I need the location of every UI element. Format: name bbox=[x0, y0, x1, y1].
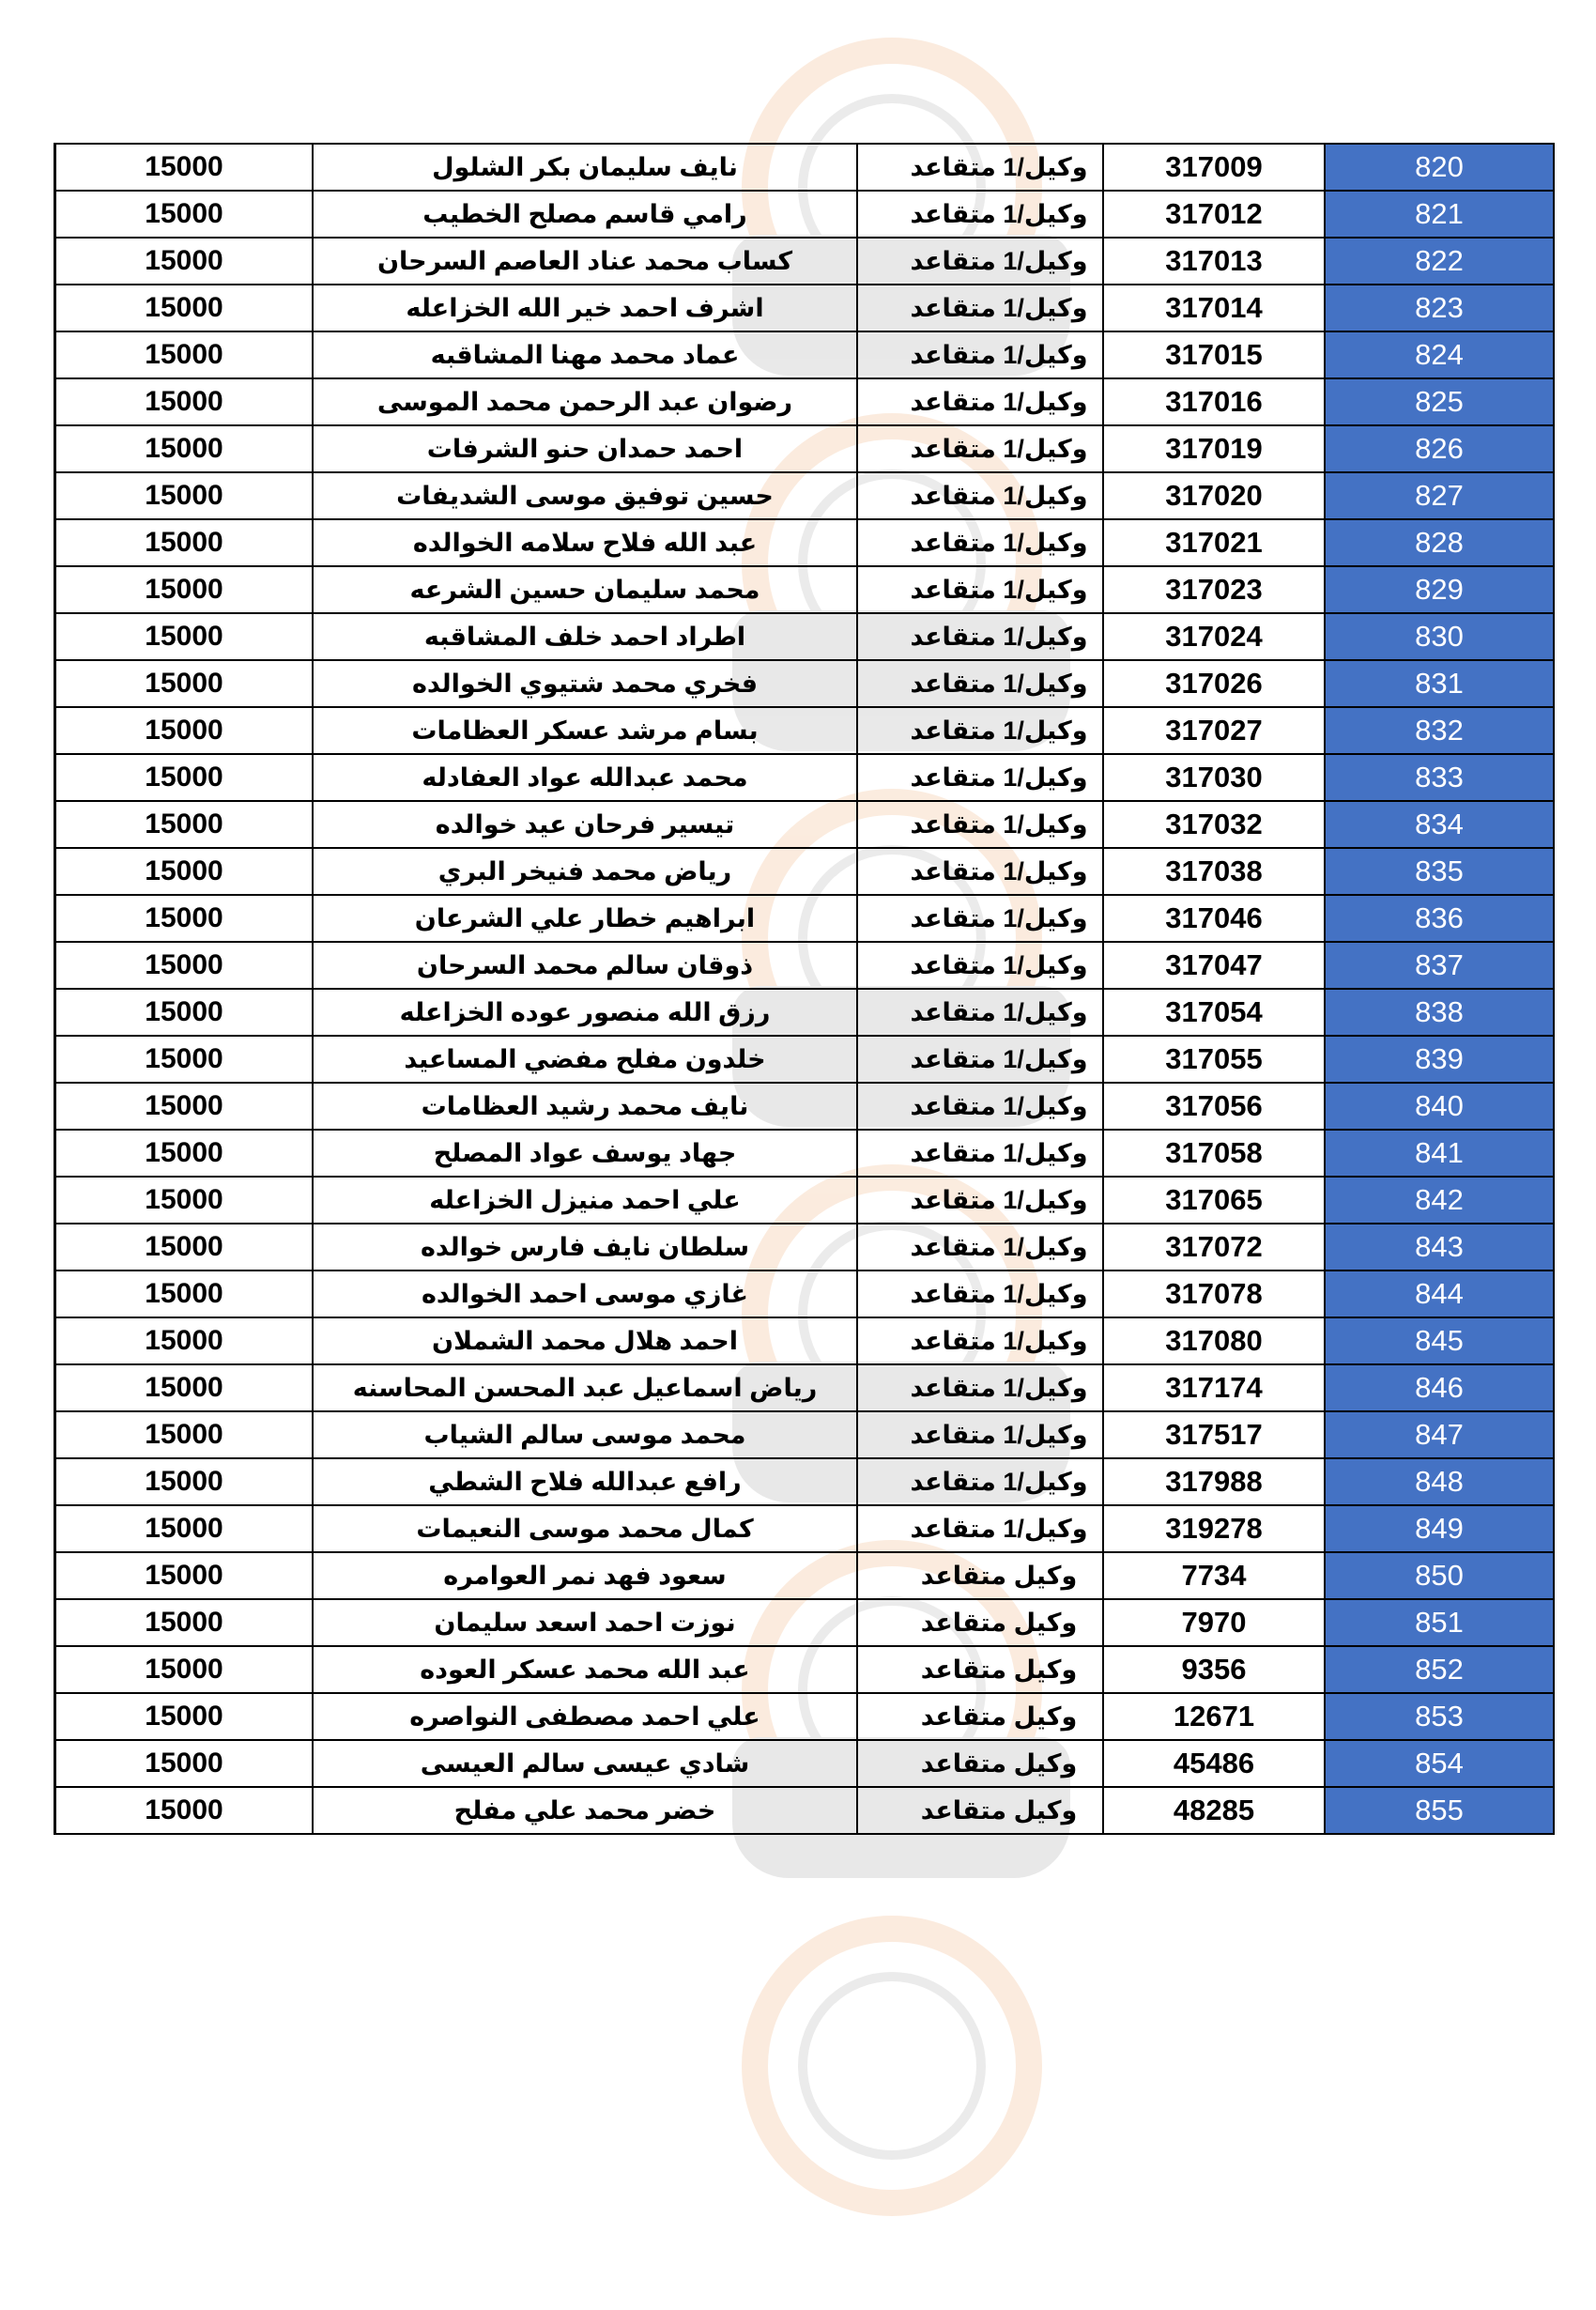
table-row bbox=[55, 1646, 1555, 1693]
amount-cell: 15000 bbox=[55, 378, 314, 425]
amount-cell: 15000 bbox=[55, 425, 314, 472]
sequence-number-cell: 828 bbox=[1325, 519, 1554, 566]
rank-cell: وكيل متقاعد bbox=[857, 1693, 1103, 1740]
name-cell: رياض محمد فنيخر البري bbox=[313, 848, 857, 895]
rank-cell: وكيل/1 متقاعد bbox=[857, 331, 1103, 378]
table-row bbox=[55, 613, 1555, 660]
amount-cell: 15000 bbox=[55, 754, 314, 801]
table-row bbox=[55, 848, 1555, 895]
sequence-number-cell: 846 bbox=[1325, 1364, 1554, 1411]
name-cell: اشرف احمد خير الله الخزاعله bbox=[313, 285, 857, 331]
name-cell: رامي قاسم مصلح الخطيب bbox=[313, 191, 857, 238]
id-number-cell: 317174 bbox=[1103, 1364, 1325, 1411]
rank-cell: وكيل متقاعد bbox=[857, 1552, 1103, 1599]
sequence-number-cell: 829 bbox=[1325, 566, 1554, 613]
id-number-cell: 317056 bbox=[1103, 1083, 1325, 1130]
id-number-cell: 12671 bbox=[1103, 1693, 1325, 1740]
rank-cell: وكيل/1 متقاعد bbox=[857, 1083, 1103, 1130]
name-cell: ذوقان سالم محمد السرحان bbox=[313, 942, 857, 989]
amount-cell: 15000 bbox=[55, 285, 314, 331]
sequence-number-cell: 830 bbox=[1325, 613, 1554, 660]
rank-cell: وكيل/1 متقاعد bbox=[857, 660, 1103, 707]
amount-cell: 15000 bbox=[55, 519, 314, 566]
sequence-number-cell: 839 bbox=[1325, 1036, 1554, 1083]
table-row bbox=[55, 1599, 1555, 1646]
table-row bbox=[55, 1083, 1555, 1130]
id-number-cell: 7970 bbox=[1103, 1599, 1325, 1646]
sequence-number-cell: 824 bbox=[1325, 331, 1554, 378]
sequence-number-cell: 837 bbox=[1325, 942, 1554, 989]
name-cell: اطراد احمد خلف المشاقبه bbox=[313, 613, 857, 660]
name-cell: علي احمد مصطفى النواصره bbox=[313, 1693, 857, 1740]
amount-cell: 15000 bbox=[55, 1693, 314, 1740]
id-number-cell: 317021 bbox=[1103, 519, 1325, 566]
name-cell: احمد هلال محمد الشملان bbox=[313, 1317, 857, 1364]
name-cell: كمال محمد موسى النعيمات bbox=[313, 1505, 857, 1552]
id-number-cell: 45486 bbox=[1103, 1740, 1325, 1787]
rank-cell: وكيل/1 متقاعد bbox=[857, 191, 1103, 238]
table-row bbox=[55, 707, 1555, 754]
sequence-number-cell: 851 bbox=[1325, 1599, 1554, 1646]
roster-table-body bbox=[55, 144, 1555, 1834]
name-cell: فخري محمد شتيوي الخوالده bbox=[313, 660, 857, 707]
name-cell: سلطان نايف فارس خوالده bbox=[313, 1224, 857, 1270]
amount-cell: 15000 bbox=[55, 144, 314, 191]
sequence-number-cell: 840 bbox=[1325, 1083, 1554, 1130]
amount-cell: 15000 bbox=[55, 1411, 314, 1458]
amount-cell: 15000 bbox=[55, 472, 314, 519]
name-cell: شادي عيسى سالم العيسى bbox=[313, 1740, 857, 1787]
amount-cell: 15000 bbox=[55, 613, 314, 660]
sequence-number-cell: 838 bbox=[1325, 989, 1554, 1036]
watermark-logo bbox=[657, 1916, 1145, 2310]
table-row bbox=[55, 1693, 1555, 1740]
sequence-number-cell: 821 bbox=[1325, 191, 1554, 238]
amount-cell: 15000 bbox=[55, 989, 314, 1036]
name-cell: خضر محمد علي مفلح bbox=[313, 1787, 857, 1834]
id-number-cell: 319278 bbox=[1103, 1505, 1325, 1552]
name-cell: نايف محمد رشيد العظامات bbox=[313, 1083, 857, 1130]
amount-cell: 15000 bbox=[55, 1599, 314, 1646]
amount-cell: 15000 bbox=[55, 660, 314, 707]
sequence-number-cell: 854 bbox=[1325, 1740, 1554, 1787]
amount-cell: 15000 bbox=[55, 238, 314, 285]
sequence-number-cell: 849 bbox=[1325, 1505, 1554, 1552]
rank-cell: وكيل/1 متقاعد bbox=[857, 707, 1103, 754]
amount-cell: 15000 bbox=[55, 1083, 314, 1130]
sequence-number-cell: 850 bbox=[1325, 1552, 1554, 1599]
rank-cell: وكيل/1 متقاعد bbox=[857, 1130, 1103, 1177]
amount-cell: 15000 bbox=[55, 1130, 314, 1177]
id-number-cell: 317019 bbox=[1103, 425, 1325, 472]
sequence-number-cell: 843 bbox=[1325, 1224, 1554, 1270]
name-cell: ابراهيم خطار علي الشرعان bbox=[313, 895, 857, 942]
rank-cell: وكيل/1 متقاعد bbox=[857, 285, 1103, 331]
name-cell: رزق الله منصور عوده الخزاعله bbox=[313, 989, 857, 1036]
amount-cell: 15000 bbox=[55, 942, 314, 989]
name-cell: رياض اسماعيل عبد المحسن المحاسنه bbox=[313, 1364, 857, 1411]
sequence-number-cell: 836 bbox=[1325, 895, 1554, 942]
id-number-cell: 317026 bbox=[1103, 660, 1325, 707]
rank-cell: وكيل/1 متقاعد bbox=[857, 566, 1103, 613]
table-row bbox=[55, 1364, 1555, 1411]
name-cell: محمد موسى سالم الشياب bbox=[313, 1411, 857, 1458]
table-row bbox=[55, 1552, 1555, 1599]
sequence-number-cell: 820 bbox=[1325, 144, 1554, 191]
table-row bbox=[55, 660, 1555, 707]
id-number-cell: 317016 bbox=[1103, 378, 1325, 425]
id-number-cell: 317032 bbox=[1103, 801, 1325, 848]
amount-cell: 15000 bbox=[55, 848, 314, 895]
amount-cell: 15000 bbox=[55, 1787, 314, 1834]
id-number-cell: 317047 bbox=[1103, 942, 1325, 989]
sequence-number-cell: 852 bbox=[1325, 1646, 1554, 1693]
table-row bbox=[55, 1224, 1555, 1270]
rank-cell: وكيل متقاعد bbox=[857, 1646, 1103, 1693]
id-number-cell: 317020 bbox=[1103, 472, 1325, 519]
name-cell: نوزت احمد اسعد سليمان bbox=[313, 1599, 857, 1646]
name-cell: رضوان عبد الرحمن محمد الموسى bbox=[313, 378, 857, 425]
sequence-number-cell: 853 bbox=[1325, 1693, 1554, 1740]
amount-cell: 15000 bbox=[55, 1740, 314, 1787]
sequence-number-cell: 833 bbox=[1325, 754, 1554, 801]
table-row bbox=[55, 378, 1555, 425]
amount-cell: 15000 bbox=[55, 895, 314, 942]
table-row bbox=[55, 989, 1555, 1036]
sequence-number-cell: 842 bbox=[1325, 1177, 1554, 1224]
name-cell: رافع عبدالله فلاح الشطي bbox=[313, 1458, 857, 1505]
sequence-number-cell: 827 bbox=[1325, 472, 1554, 519]
sequence-number-cell: 822 bbox=[1325, 238, 1554, 285]
table-row bbox=[55, 1317, 1555, 1364]
name-cell: غازي موسى احمد الخوالده bbox=[313, 1270, 857, 1317]
rank-cell: وكيل متقاعد bbox=[857, 1787, 1103, 1834]
table-row bbox=[55, 1505, 1555, 1552]
amount-cell: 15000 bbox=[55, 1646, 314, 1693]
rank-cell: وكيل/1 متقاعد bbox=[857, 472, 1103, 519]
name-cell: محمد عبدالله عواد العفادله bbox=[313, 754, 857, 801]
amount-cell: 15000 bbox=[55, 1458, 314, 1505]
rank-cell: وكيل/1 متقاعد bbox=[857, 144, 1103, 191]
name-cell: بسام مرشد عسكر العظامات bbox=[313, 707, 857, 754]
name-cell: جهاد يوسف عواد المصلح bbox=[313, 1130, 857, 1177]
id-number-cell: 317078 bbox=[1103, 1270, 1325, 1317]
amount-cell: 15000 bbox=[55, 1036, 314, 1083]
table-row bbox=[55, 1787, 1555, 1834]
rank-cell: وكيل/1 متقاعد bbox=[857, 1177, 1103, 1224]
name-cell: علي احمد منيزل الخزاعله bbox=[313, 1177, 857, 1224]
id-number-cell: 317030 bbox=[1103, 754, 1325, 801]
sequence-number-cell: 845 bbox=[1325, 1317, 1554, 1364]
sequence-number-cell: 826 bbox=[1325, 425, 1554, 472]
rank-cell: وكيل/1 متقاعد bbox=[857, 754, 1103, 801]
watermark-clock-icon bbox=[798, 1972, 986, 2160]
rank-cell: وكيل/1 متقاعد bbox=[857, 848, 1103, 895]
sequence-number-cell: 832 bbox=[1325, 707, 1554, 754]
table-row bbox=[55, 238, 1555, 285]
id-number-cell: 7734 bbox=[1103, 1552, 1325, 1599]
rank-cell: وكيل/1 متقاعد bbox=[857, 1317, 1103, 1364]
rank-cell: وكيل/1 متقاعد bbox=[857, 1364, 1103, 1411]
rank-cell: وكيل/1 متقاعد bbox=[857, 1224, 1103, 1270]
rank-cell: وكيل/1 متقاعد bbox=[857, 1411, 1103, 1458]
amount-cell: 15000 bbox=[55, 191, 314, 238]
sequence-number-cell: 834 bbox=[1325, 801, 1554, 848]
id-number-cell: 317013 bbox=[1103, 238, 1325, 285]
sequence-number-cell: 823 bbox=[1325, 285, 1554, 331]
name-cell: عبد الله فلاح سلامه الخوالده bbox=[313, 519, 857, 566]
name-cell: احمد حمدان حنو الشرفات bbox=[313, 425, 857, 472]
amount-cell: 15000 bbox=[55, 1317, 314, 1364]
table-row bbox=[55, 895, 1555, 942]
table-row bbox=[55, 1740, 1555, 1787]
rank-cell: وكيل/1 متقاعد bbox=[857, 942, 1103, 989]
name-cell: محمد سليمان حسين الشرعه bbox=[313, 566, 857, 613]
amount-cell: 15000 bbox=[55, 1505, 314, 1552]
amount-cell: 15000 bbox=[55, 1224, 314, 1270]
id-number-cell: 48285 bbox=[1103, 1787, 1325, 1834]
id-number-cell: 317517 bbox=[1103, 1411, 1325, 1458]
id-number-cell: 317014 bbox=[1103, 285, 1325, 331]
rank-cell: وكيل/1 متقاعد bbox=[857, 519, 1103, 566]
sequence-number-cell: 841 bbox=[1325, 1130, 1554, 1177]
table-row bbox=[55, 519, 1555, 566]
name-cell: سعود فهد نمر العوامره bbox=[313, 1552, 857, 1599]
table-row bbox=[55, 754, 1555, 801]
rank-cell: وكيل/1 متقاعد bbox=[857, 1458, 1103, 1505]
id-number-cell: 317072 bbox=[1103, 1224, 1325, 1270]
rank-cell: وكيل/1 متقاعد bbox=[857, 801, 1103, 848]
table-row bbox=[55, 1270, 1555, 1317]
table-row bbox=[55, 1130, 1555, 1177]
id-number-cell: 317046 bbox=[1103, 895, 1325, 942]
id-number-cell: 317054 bbox=[1103, 989, 1325, 1036]
rank-cell: وكيل/1 متقاعد bbox=[857, 1505, 1103, 1552]
rank-cell: وكيل متقاعد bbox=[857, 1740, 1103, 1787]
amount-cell: 15000 bbox=[55, 1177, 314, 1224]
name-cell: حسين توفيق موسى الشديفات bbox=[313, 472, 857, 519]
id-number-cell: 317027 bbox=[1103, 707, 1325, 754]
sequence-number-cell: 844 bbox=[1325, 1270, 1554, 1317]
rank-cell: وكيل متقاعد bbox=[857, 1599, 1103, 1646]
rank-cell: وكيل/1 متقاعد bbox=[857, 989, 1103, 1036]
id-number-cell: 317065 bbox=[1103, 1177, 1325, 1224]
sequence-number-cell: 835 bbox=[1325, 848, 1554, 895]
sequence-number-cell: 825 bbox=[1325, 378, 1554, 425]
table-row bbox=[55, 566, 1555, 613]
id-number-cell: 317023 bbox=[1103, 566, 1325, 613]
name-cell: كساب محمد عناد العاصم السرحان bbox=[313, 238, 857, 285]
table-row bbox=[55, 801, 1555, 848]
name-cell: خلدون مفلح مفضي المساعيد bbox=[313, 1036, 857, 1083]
name-cell: تيسير فرحان عيد خوالده bbox=[313, 801, 857, 848]
table-row bbox=[55, 425, 1555, 472]
amount-cell: 15000 bbox=[55, 1270, 314, 1317]
roster-table bbox=[54, 143, 1555, 1835]
rank-cell: وكيل/1 متقاعد bbox=[857, 613, 1103, 660]
rank-cell: وكيل/1 متقاعد bbox=[857, 425, 1103, 472]
sequence-number-cell: 847 bbox=[1325, 1411, 1554, 1458]
sequence-number-cell: 831 bbox=[1325, 660, 1554, 707]
name-cell: عماد محمد مهنا المشاقبه bbox=[313, 331, 857, 378]
id-number-cell: 317012 bbox=[1103, 191, 1325, 238]
amount-cell: 15000 bbox=[55, 801, 314, 848]
rank-cell: وكيل/1 متقاعد bbox=[857, 895, 1103, 942]
name-cell: عبد الله محمد عسكر العوده bbox=[313, 1646, 857, 1693]
rank-cell: وكيل/1 متقاعد bbox=[857, 1036, 1103, 1083]
amount-cell: 15000 bbox=[55, 566, 314, 613]
amount-cell: 15000 bbox=[55, 1364, 314, 1411]
table-row bbox=[55, 331, 1555, 378]
table-row bbox=[55, 144, 1555, 191]
table-row bbox=[55, 942, 1555, 989]
name-cell: نايف سليمان بكر الشلول bbox=[313, 144, 857, 191]
id-number-cell: 317058 bbox=[1103, 1130, 1325, 1177]
table-row bbox=[55, 1458, 1555, 1505]
sequence-number-cell: 855 bbox=[1325, 1787, 1554, 1834]
id-number-cell: 317038 bbox=[1103, 848, 1325, 895]
amount-cell: 15000 bbox=[55, 707, 314, 754]
table-row bbox=[55, 1411, 1555, 1458]
table-row bbox=[55, 1177, 1555, 1224]
table-row bbox=[55, 191, 1555, 238]
sequence-number-cell: 848 bbox=[1325, 1458, 1554, 1505]
id-number-cell: 317009 bbox=[1103, 144, 1325, 191]
id-number-cell: 317024 bbox=[1103, 613, 1325, 660]
id-number-cell: 317015 bbox=[1103, 331, 1325, 378]
id-number-cell: 9356 bbox=[1103, 1646, 1325, 1693]
id-number-cell: 317080 bbox=[1103, 1317, 1325, 1364]
table-row bbox=[55, 472, 1555, 519]
id-number-cell: 317988 bbox=[1103, 1458, 1325, 1505]
amount-cell: 15000 bbox=[55, 1552, 314, 1599]
rank-cell: وكيل/1 متقاعد bbox=[857, 378, 1103, 425]
table-row bbox=[55, 1036, 1555, 1083]
rank-cell: وكيل/1 متقاعد bbox=[857, 238, 1103, 285]
amount-cell: 15000 bbox=[55, 331, 314, 378]
id-number-cell: 317055 bbox=[1103, 1036, 1325, 1083]
rank-cell: وكيل/1 متقاعد bbox=[857, 1270, 1103, 1317]
table-row bbox=[55, 285, 1555, 331]
